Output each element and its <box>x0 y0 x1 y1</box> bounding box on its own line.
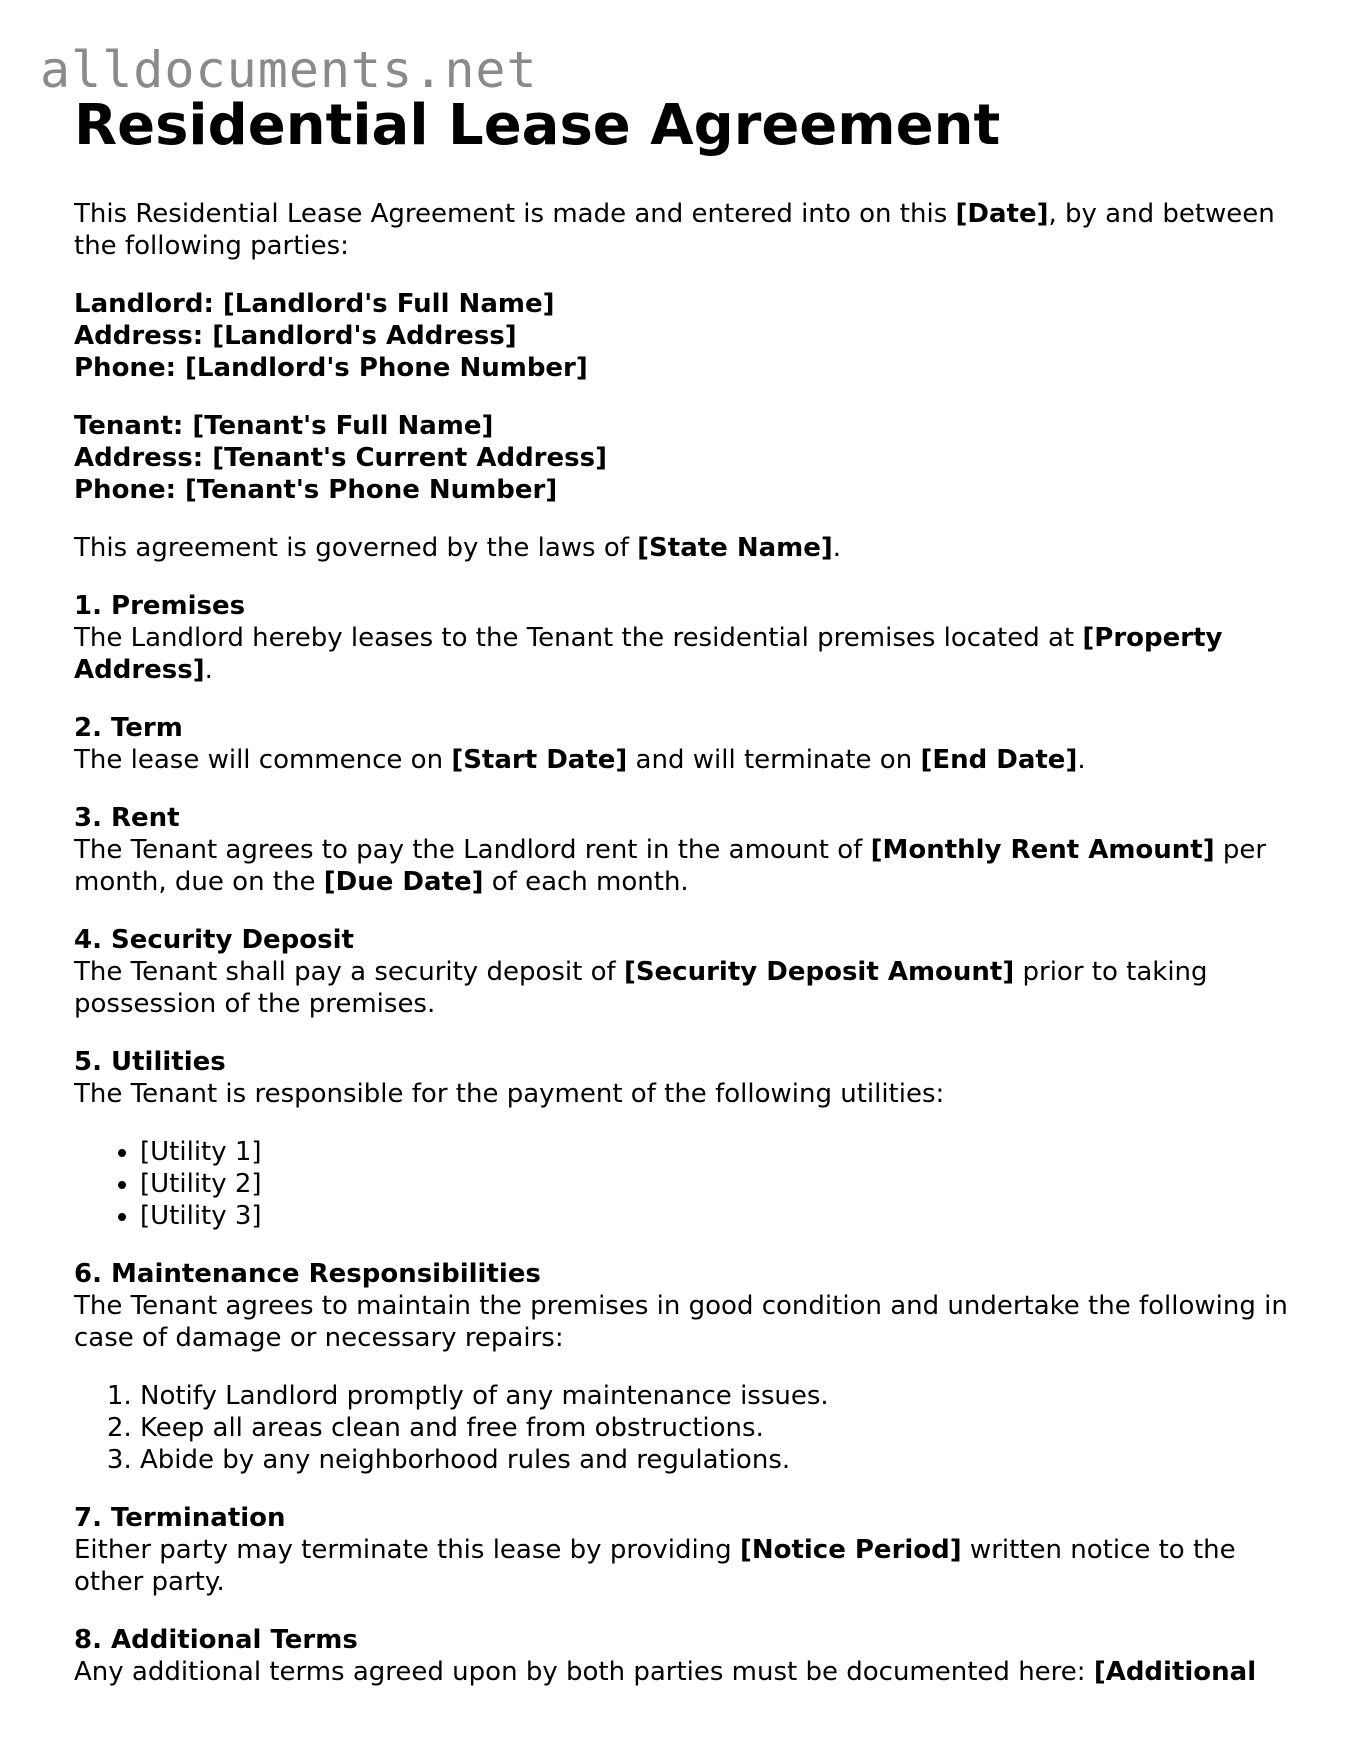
term-text-end: . <box>1077 745 1086 775</box>
deposit-amount-placeholder: [Security Deposit Amount] <box>623 957 1015 987</box>
section-term <box>74 712 1294 776</box>
section-title: 8. Additional Terms <box>74 1625 358 1655</box>
document-body <box>74 90 1294 1714</box>
section-text <box>74 834 1294 898</box>
additional-terms-placeholder: [Additional <box>1093 1657 1257 1687</box>
governing-law-paragraph <box>74 532 1294 564</box>
list-item: • [Utility 1] <box>140 1136 1294 1168</box>
termination-text: Either party may terminate this lease by providing <box>74 1535 740 1565</box>
section-text <box>74 622 1294 686</box>
tenant-address: Address: [Tenant's Current Address] <box>74 443 607 473</box>
list-item: 1. Notify Landlord promptly of any maintenance issues. <box>140 1380 1294 1412</box>
additional-text: Any additional terms agreed upon by both parties must be documented here: <box>74 1657 1094 1687</box>
start-date-placeholder: [Start Date] <box>451 745 628 775</box>
section-additional-terms <box>74 1624 1294 1688</box>
rent-amount-placeholder: [Monthly Rent Amount] <box>870 835 1215 865</box>
notice-period-placeholder: [Notice Period] <box>739 1535 962 1565</box>
landlord-block <box>74 288 1294 384</box>
term-text-middle: and will terminate on <box>627 745 921 775</box>
section-title: 6. Maintenance Responsibilities <box>74 1259 541 1289</box>
due-date-placeholder: [Due Date] <box>323 867 484 897</box>
rent-text: The Tenant agrees to pay the Landlord rent in the amount of <box>74 835 871 865</box>
governing-text: This agreement is governed by the laws of <box>74 533 638 563</box>
utilities-list <box>74 1136 1294 1232</box>
section-rent <box>74 802 1294 898</box>
section-title: 5. Utilities <box>74 1047 226 1077</box>
tenant-phone: Phone: [Tenant's Phone Number] <box>74 475 558 505</box>
deposit-text: The Tenant shall pay a security deposit of <box>74 957 624 987</box>
section-text: The Tenant agrees to maintain the premises in good condition and undertake the following in case of damage or necessary repairs: <box>74 1291 1288 1353</box>
end-date-placeholder: [End Date] <box>920 745 1078 775</box>
termination-text-end: written notice to the other party. <box>74 1535 1236 1597</box>
intro-text-end: , by and between the following parties: <box>74 199 1275 261</box>
list-item: • [Utility 2] <box>140 1168 1294 1200</box>
section-title: 4. Security Deposit <box>74 925 354 955</box>
landlord-name: Landlord: [Landlord's Full Name] <box>74 289 555 319</box>
section-title: 3. Rent <box>74 803 180 833</box>
list-item: 3. Abide by any neighborhood rules and regulations. <box>140 1444 1294 1476</box>
intro-paragraph <box>74 198 1294 262</box>
section-text <box>74 1534 1294 1598</box>
rent-text-end: of each month. <box>483 867 689 897</box>
section-text <box>74 956 1294 1020</box>
section-title: 2. Term <box>74 713 183 743</box>
state-placeholder: [State Name] <box>637 533 833 563</box>
section-title: 1. Premises <box>74 591 246 621</box>
section-maintenance <box>74 1258 1294 1354</box>
premises-text: The Landlord hereby leases to the Tenant the residential premises located at <box>74 623 1083 653</box>
tenant-name: Tenant: [Tenant's Full Name] <box>74 411 494 441</box>
deposit-text-end: prior to taking possession of the premises. <box>74 957 1208 1019</box>
section-termination <box>74 1502 1294 1598</box>
section-security-deposit <box>74 924 1294 1020</box>
section-text <box>74 744 1294 776</box>
landlord-address: Address: [Landlord's Address] <box>74 321 517 351</box>
section-premises <box>74 590 1294 686</box>
term-text: The lease will commence on <box>74 745 452 775</box>
document-title: Residential Lease Agreement <box>74 93 1001 158</box>
tenant-block <box>74 410 1294 506</box>
list-item: • [Utility 3] <box>140 1200 1294 1232</box>
governing-text-end: . <box>832 533 842 563</box>
list-item: 2. Keep all areas clean and free from obstructions. <box>140 1412 1294 1444</box>
landlord-phone: Phone: [Landlord's Phone Number] <box>74 353 588 383</box>
maintenance-list <box>74 1380 1294 1476</box>
section-utilities <box>74 1046 1294 1110</box>
date-placeholder: [Date] <box>955 199 1049 229</box>
rent-text-middle: per month, due on the <box>74 835 1267 897</box>
section-title: 7. Termination <box>74 1503 286 1533</box>
watermark: alldocuments.net <box>40 41 538 99</box>
section-text <box>74 1656 1294 1688</box>
intro-text: This Residential Lease Agreement is made and entered into on this <box>74 199 956 229</box>
section-text: The Tenant is responsible for the payment of the following utilities: <box>74 1079 945 1109</box>
premises-text-end: . <box>204 655 213 685</box>
property-address-placeholder: [Property Address] <box>74 623 1223 685</box>
